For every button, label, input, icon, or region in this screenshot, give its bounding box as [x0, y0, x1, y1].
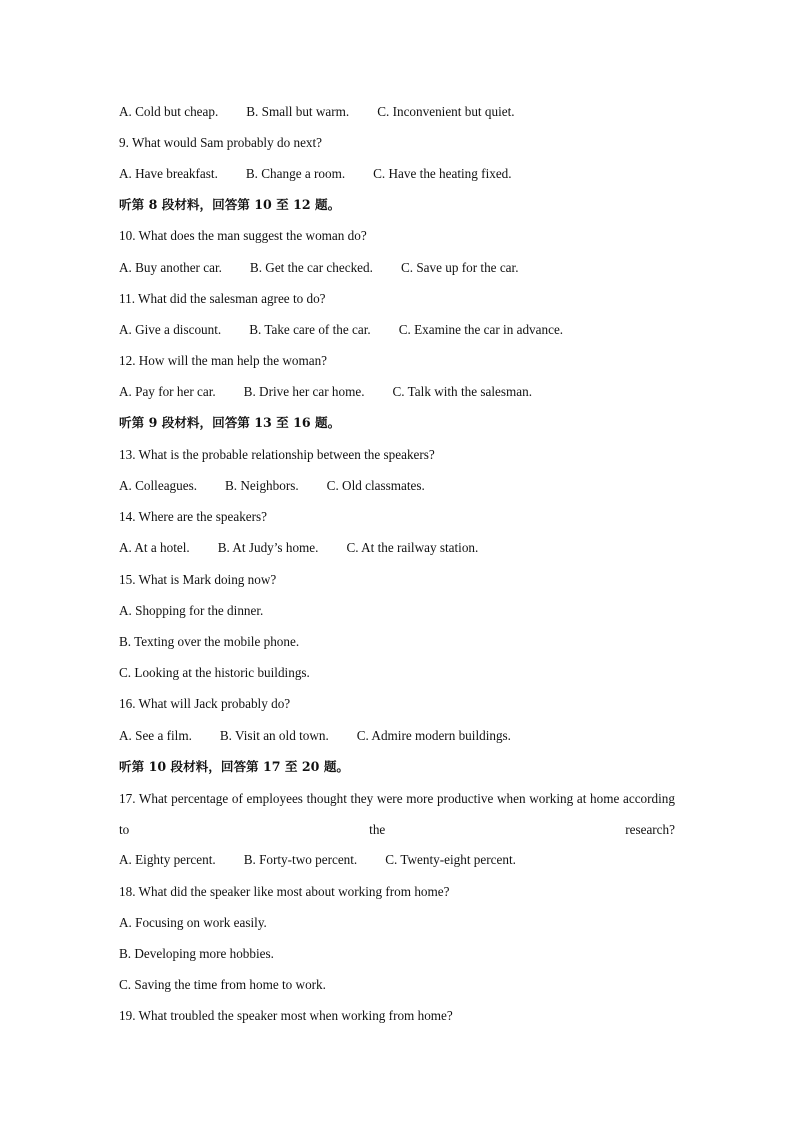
option-a: A. Give a discount.: [119, 322, 222, 337]
option-a: A. Buy another car.: [119, 260, 222, 275]
q18-option-b: B. Developing more hobbies.: [119, 946, 274, 961]
option-c: C. Admire modern buildings.: [356, 728, 511, 743]
option-a: A. Pay for her car.: [119, 384, 216, 399]
option-b: B. Neighbors.: [225, 478, 299, 493]
question-17: 17. What percentage of employees thought they were more productive when working at home according to the research?: [119, 791, 675, 837]
q17-options: [119, 852, 516, 868]
q18-option-a: A. Focusing on work easily.: [119, 915, 267, 930]
option-c: C. Have the heating fixed.: [373, 166, 512, 181]
q8-options: [119, 104, 515, 120]
q15-option-c: C. Looking at the historic buildings.: [119, 665, 310, 680]
q16-options: [119, 728, 511, 744]
option-a: A. Colleagues.: [119, 478, 198, 493]
option-b: B. Change a room.: [245, 166, 346, 181]
option-c: C. Examine the car in advance.: [398, 322, 564, 337]
question-10: 10. What does the man suggest the woman do?: [119, 228, 367, 243]
option-a: A. Cold but cheap.: [119, 104, 219, 119]
option-c: C. Inconvenient but quiet.: [377, 104, 515, 119]
question-18: 18. What did the speaker like most about working from home?: [119, 884, 450, 899]
q11-options: [119, 322, 563, 338]
option-b: B. Small but warm.: [246, 104, 350, 119]
section-heading-9: 听第 9 段材料，回答第 13 至 16 题。: [119, 415, 341, 430]
q18-option-c: C. Saving the time from home to work.: [119, 977, 326, 992]
option-c: C. At the railway station.: [346, 540, 479, 555]
q12-options: [119, 384, 532, 400]
question-9: 9. What would Sam probably do next?: [119, 135, 323, 150]
option-b: B. Forty-two percent.: [243, 852, 358, 867]
q13-options: [119, 478, 425, 494]
q14-options: [119, 540, 478, 556]
question-13: 13. What is the probable relationship between the speakers?: [119, 447, 435, 462]
question-16: 16. What will Jack probably do?: [119, 696, 291, 711]
section-heading-10: 听第 10 段材料，回答第 17 至 20 题。: [119, 759, 350, 774]
option-c: C. Twenty-eight percent.: [385, 852, 516, 867]
option-a: A. Eighty percent.: [119, 852, 216, 867]
q15-option-a: A. Shopping for the dinner.: [119, 603, 264, 618]
question-11: 11. What did the salesman agree to do?: [119, 291, 326, 306]
option-a: A. See a film.: [119, 728, 192, 743]
option-b: B. Get the car checked.: [249, 260, 373, 275]
option-a: A. Have breakfast.: [119, 166, 218, 181]
q9-options: [119, 166, 512, 182]
option-c: C. Talk with the salesman.: [392, 384, 532, 399]
option-b: B. Visit an old town.: [219, 728, 329, 743]
question-14: 14. Where are the speakers?: [119, 509, 268, 524]
section-heading-8: 听第 8 段材料，回答第 10 至 12 题。: [119, 197, 341, 212]
option-b: B. Take care of the car.: [249, 322, 371, 337]
q10-options: [119, 260, 519, 276]
question-19: 19. What troubled the speaker most when working from home?: [119, 1008, 453, 1023]
question-15: 15. What is Mark doing now?: [119, 572, 277, 587]
q15-option-b: B. Texting over the mobile phone.: [119, 634, 300, 649]
option-b: B. At Judy’s home.: [217, 540, 319, 555]
option-c: C. Save up for the car.: [400, 260, 519, 275]
question-12: 12. How will the man help the woman?: [119, 353, 328, 368]
option-a: A. At a hotel.: [119, 540, 190, 555]
option-c: C. Old classmates.: [326, 478, 425, 493]
option-b: B. Drive her car home.: [243, 384, 365, 399]
